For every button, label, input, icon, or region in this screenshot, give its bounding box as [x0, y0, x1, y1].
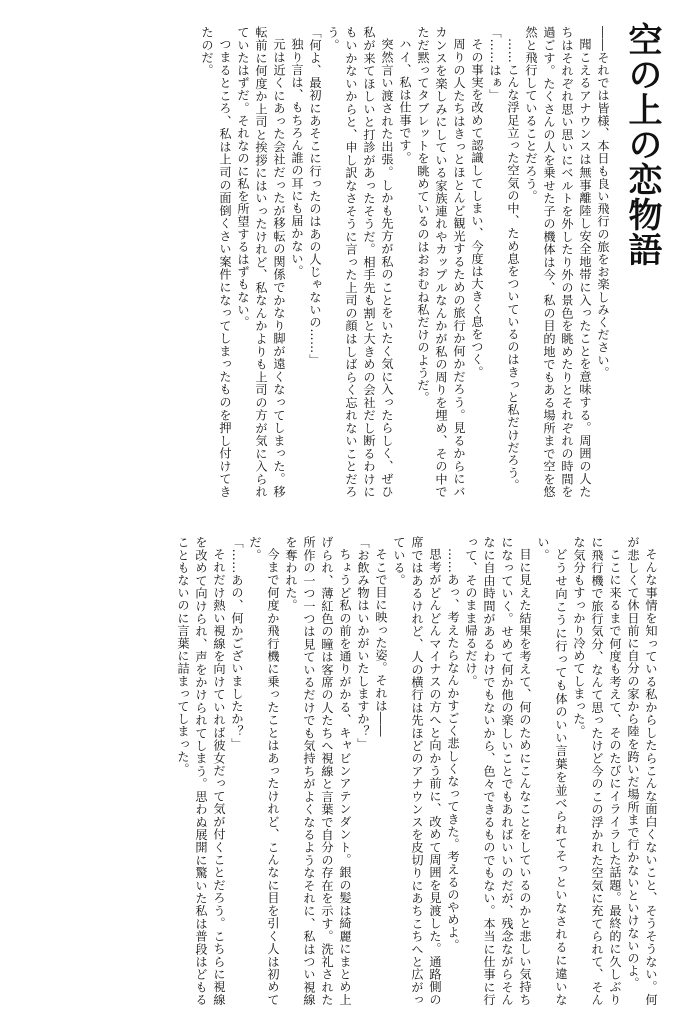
paragraph: 元は近くにあった会社だったが移転の関係でかなり脚が遠くなってしまった。移転前に何度か上司と挨拶にはいったけれど、私なんかよりも上司の方が気に入られていたはずだ。それなのに私を所望するはずもない。 [236, 26, 286, 498]
paragraph: そんな事情を知っている私からしたらこんな面白くないこと、そうそうない。何が悲しくて休日前に自分の家から陸を跨いだ場所まで行かないといけないのよ。 [626, 536, 658, 1006]
paragraph: 周りの人たちはきっとほとんど観光するための旅行か何かだろう。見るからにバカンスを楽しみにしている家族連れやカップルなんかが私の周りを埋め、その中でただ黙ってタブレットを眺めているのはおおむね私だけのようだ。 [416, 26, 466, 498]
lower-text-block [14, 536, 660, 1006]
paragraph: 今まで何度か飛行機に乗ったことはあったけれど、こんなに目を引く人は初めてだ。 [248, 536, 280, 1006]
paragraph: ……こんな浮足立った空気の中、ため息をついているのはきっと私だけだろう。 [506, 38, 520, 492]
paragraph: ハイ、私は仕事です。 [398, 38, 412, 165]
paragraph: その事実を改めて認識してしまい、今度は大きく息をつく。 [470, 38, 484, 379]
paragraph: 目に見えた結果を考えて、何のためにこんなことをしているのかと悲しい気持ちになっていく。せめて何か他の楽しいことでもあればいいのだが、残念ながらそんなに自由時間があるわけでもないから、色々できるものでもない。本当に仕事に行って、そのまま帰るだけ。 [464, 536, 532, 1006]
paragraph: どうせ向こうに行っても体のいい言葉を並べられてそっといなされるに違いない。 [536, 536, 568, 1006]
paragraph: ちょうど私の前を通りがかる、キャビンアテンダント。銀の髪は綺麗にまとめ上げられ、薄紅色の瞳は客席の人たちへ視線と言葉で自分の存在を示す。洗礼された所作の一つ一つは見ているだけでも気持ちがよくなるようなそれに、私はつい視線を奪われた。 [284, 536, 352, 1006]
paragraph: 突然言い渡された出張。しかも先方が私のことをいたく気に入ったらしく、ぜひ私が来てほしいと打診があったそうだ。相手先も割と大きめの会社だし断るわけにもいかないからと、申し訳なさそうに言った上司の顔はしばらく忘れないことだろう。 [326, 26, 394, 498]
paragraph: ……あっ、考えたらなんかすごく悲しくなってきた。考えるのやめよ。 [446, 548, 460, 952]
dialogue-line: 「……はぁ」 [488, 26, 502, 102]
paragraph: 思考がどんどんマイナスの方へと向かう前に、改めて周囲を見渡した。通路側の席ではあるけれど、人の横行は先ほどのアナウンスを皮切りにあちこちへと広がっている。 [392, 536, 442, 1006]
upper-text-block [14, 26, 612, 498]
paragraph: 聞こえるアナウンスは無事離陸し安全地帯に入ったことを意味する。周囲の人たちはそれぞれ思い思いにベルトを外したり外の景色を眺めたりとそれぞれの時間を過ごす。たくさんの人を乗せた子の機体は今、私の目的地でもある場所まで空を悠然と飛行していることだろう。 [524, 26, 592, 498]
paragraph: 独り言は、もちろん誰の耳にも届かない。 [290, 38, 304, 278]
paragraph: ――それでは皆様、本日も良い飛行の旅をお楽しみください。 [596, 26, 610, 379]
paragraph: それだけ熱い視線を向けていれば彼女だって気が付くことだろう。こちらに視線を改めて向けられ、声をかけられてしまう。思わぬ展開に驚いた私は普段はどもることもないのに言葉に詰まってしまった。 [176, 536, 226, 1006]
paragraph: ここに来るまで何度も考えて、そのたびにイライラした話題。最終的に久しぶりに飛行機で旅行気分、なんて思ったけど今のこの浮かれた空気に充てられて、そんな気分もすっかり冷めてしまった。 [572, 536, 622, 1006]
dialogue-line: 「……あの、何かございましたか？」 [230, 536, 244, 751]
paragraph: つまるところ、私は上司の面倒くさい案件になってしまったものを押し付けてきたのだ。 [200, 26, 232, 498]
paragraph: そこで目に映った姿。それは―― [374, 548, 388, 738]
dialogue-line: 「何よ、最初にあそこに行ったのはあの人じゃないの……」 [308, 26, 322, 367]
page-title: 空の上の恋物語 [622, 22, 662, 267]
dialogue-line: 「お飲み物はいかがいたしますか？」 [356, 536, 370, 751]
